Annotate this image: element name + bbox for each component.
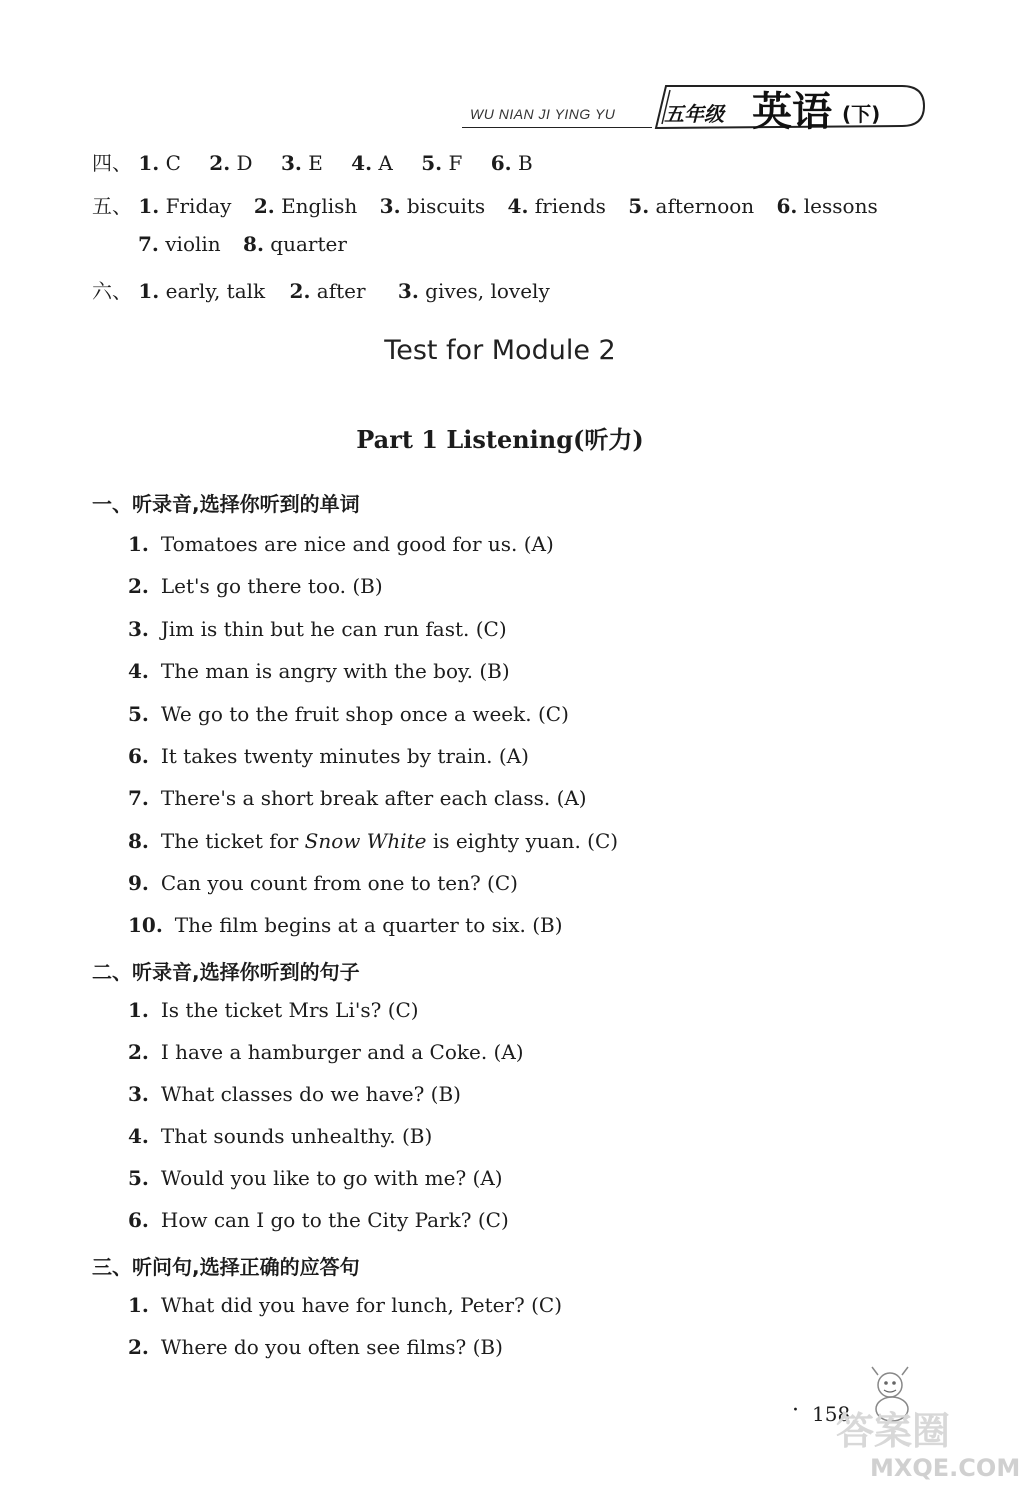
list-item (128, 786, 587, 810)
item-number: 4. (128, 659, 149, 683)
item-text: Would you like to go with me? (A) (160, 1166, 503, 1190)
item-text: What did you have for lunch, Peter? (C) (160, 1293, 563, 1317)
item-number: 1. (128, 1293, 149, 1317)
item-number: 2. (128, 1040, 149, 1064)
answer-value: violin (165, 232, 221, 256)
answer-value: early, talk (165, 279, 266, 303)
item-text: It takes twenty minutes by train. (A) (160, 744, 529, 768)
watermark-logo: 答案圈 (836, 1409, 951, 1453)
list-item (128, 702, 569, 726)
item-number: 2. (128, 574, 149, 598)
answer-num: 3. (280, 151, 302, 175)
list-item (128, 574, 383, 598)
item-number: 1. (128, 532, 149, 556)
answer-value: lessons (803, 194, 878, 218)
item-number: 6. (128, 1208, 149, 1232)
item-number: 8. (128, 829, 149, 853)
item-text: Can you count from one to ten? (C) (160, 871, 518, 895)
item-text: What classes do we have? (B) (160, 1082, 461, 1106)
item-text-pre: The ticket for (160, 829, 305, 853)
header-subject: 英语 (752, 89, 832, 135)
answer-num: 6. (776, 194, 798, 218)
section2-heading: 二、听录音,选择你听到的句子 (92, 960, 360, 984)
list-item (128, 1293, 562, 1317)
list-item (128, 829, 618, 853)
answers-section-5-continued (138, 232, 369, 256)
item-text: The film begins at a quarter to six. (B) (174, 913, 563, 937)
answer-num: 2. (209, 151, 231, 175)
list-item (128, 617, 507, 641)
answer-num: 1. (138, 279, 160, 303)
item-text: Where do you often see films? (B) (160, 1335, 503, 1359)
section3-heading: 三、听问句,选择正确的应答句 (92, 1255, 360, 1279)
answer-num: 4. (507, 194, 529, 218)
answer-num: 6. (490, 151, 512, 175)
item-text: We go to the fruit shop once a week. (C) (160, 702, 569, 726)
page-number: 158 (812, 1402, 851, 1426)
answer-value: E (308, 151, 323, 175)
test-title: Test for Module 2 (384, 335, 616, 366)
answer-value: quarter (270, 232, 347, 256)
item-number: 3. (128, 1082, 149, 1106)
answer-value: Friday (165, 194, 232, 218)
answer-num: 2. (253, 194, 275, 218)
answer-value: friends (534, 194, 606, 218)
section-label: 四、 (92, 151, 132, 175)
item-number: 2. (128, 1335, 149, 1359)
list-item (128, 1166, 503, 1190)
item-text-italic: Snow White (304, 829, 427, 853)
answer-value: F (448, 151, 463, 175)
answer-value: English (281, 194, 358, 218)
watermark-url: MXQE.COM (870, 1454, 1020, 1482)
item-number: 3. (128, 617, 149, 641)
answer-num: 5. (628, 194, 650, 218)
answer-value: gives, lovely (425, 279, 550, 303)
item-text: There's a short break after each class. (A) (160, 786, 587, 810)
item-number: 4. (128, 1124, 149, 1148)
answer-num: 1. (138, 194, 160, 218)
item-text: Jim is thin but he can run fast. (C) (160, 617, 507, 641)
list-item (128, 744, 529, 768)
section1-heading: 一、听录音,选择你听到的单词 (92, 492, 360, 516)
answer-num: 2. (289, 279, 311, 303)
list-item (128, 1040, 524, 1064)
answer-num: 1. (138, 151, 160, 175)
answer-value: D (236, 151, 253, 175)
answer-value: C (165, 151, 181, 175)
answer-num: 7. (138, 232, 159, 256)
answers-section-5 (92, 190, 878, 219)
item-text: I have a hamburger and a Coke. (A) (160, 1040, 524, 1064)
list-item (128, 532, 554, 556)
item-text: Is the ticket Mrs Li's? (C) (160, 998, 419, 1022)
answer-num: 3. (379, 194, 401, 218)
answer-value: B (517, 151, 533, 175)
list-item (128, 1124, 432, 1148)
answers-section-6 (92, 275, 572, 304)
answer-num: 5. (421, 151, 443, 175)
section-label: 五、 (92, 194, 132, 218)
answer-num: 3. (397, 279, 419, 303)
answer-value: A (378, 151, 393, 175)
item-text: How can I go to the City Park? (C) (160, 1208, 509, 1232)
item-number: 9. (128, 871, 149, 895)
item-number: 5. (128, 702, 149, 726)
item-text-post: is eighty yuan. (C) (426, 829, 619, 853)
header-volume: (下) (842, 102, 881, 126)
item-number: 7. (128, 786, 149, 810)
answer-value: after (316, 279, 366, 303)
item-text: That sounds unhealthy. (B) (160, 1124, 433, 1148)
header-grade: 五年级 (664, 102, 724, 126)
list-item (128, 1335, 503, 1359)
list-item (128, 1082, 461, 1106)
item-number: 10. (128, 913, 163, 937)
answer-value: afternoon (655, 194, 755, 218)
answers-section-4 (92, 147, 555, 176)
answer-num: 8. (243, 232, 264, 256)
list-item (128, 659, 510, 683)
page-bullet: · (792, 1398, 799, 1423)
part-title: Part 1 Listening(听力) (356, 425, 644, 454)
item-text: The man is angry with the boy. (B) (160, 659, 510, 683)
item-number: 5. (128, 1166, 149, 1190)
list-item (128, 1208, 509, 1232)
section-label: 六、 (92, 279, 132, 303)
list-item (128, 998, 419, 1022)
item-number: 6. (128, 744, 149, 768)
header-pinyin: WU NIAN JI YING YU (470, 106, 616, 122)
header-rule (462, 127, 652, 128)
item-text: Tomatoes are nice and good for us. (A) (160, 532, 554, 556)
list-item (128, 871, 518, 895)
answer-num: 4. (351, 151, 373, 175)
answer-value: biscuits (406, 194, 486, 218)
list-item (128, 913, 563, 937)
item-number: 1. (128, 998, 149, 1022)
item-text: Let's go there too. (B) (160, 574, 383, 598)
